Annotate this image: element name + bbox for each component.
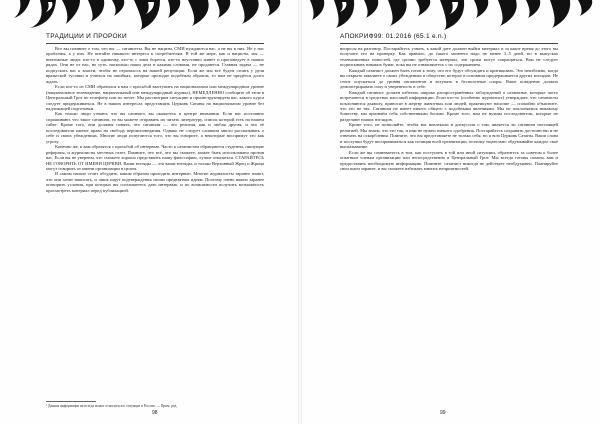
- body-text: [46, 46, 264, 193]
- running-head: АПОКРИФ99: 01.2016 (65.1 e.n.): [340, 33, 447, 40]
- paragraph: Как только люди узнают, что вы сатанист, вы окажетесь в центре внимания. Если вас постоянно спрашивают, что такое сатанизм, то вы можете отправить их читать литературу, список которой есть на нашем сайте. Кроме того, они должны понять, что сатанизм — это религия, как и любая другая, и что её последователи имеют право на свободу вероисповедания. Однако не следует слишком много рассказывать о себе и своих убеждениях. Многие люди испугаются того, что вы говорите, а некоторые воспримут это как угрозу.: [46, 111, 264, 144]
- paragraph: Если кто-то из СМИ обратился к вам с просьбой выступить на национальном или международном уровне (национальное телевидение, национальный или международный журнал), НЕМЕДЛЕННО сообщите об этом в Центральный Грот по телефону или по почте. Мы рассмотрим ситуацию и проинструктируем вас, какого курса следует придерживаться. Не в наших интересах представлять Церковь Сатаны на национальном уровне без надлежащей подготовки.: [46, 84, 264, 111]
- ornament-left-header: [0, 0, 300, 30]
- running-head: ТРАДИЦИИ И ПРОРОКИ: [46, 33, 127, 40]
- paragraph: Каждый сатанист должен быть готов к тому, что его будут обсуждать и критиковать. Это неизбежно, когда вы открыто заявляете о своих убеждениях в обществе, которое в основном придерживается других взглядов. Не стоит опускаться до уровня оппонентов и вступать в бесполезные споры. Ваше поведение должно демонстрировать силу и уверенность в себе.: [340, 67, 558, 90]
- header-rule: [46, 43, 264, 44]
- paragraph: Кроме того, не позволяйте, чтобы вас вовлекали в дискуссии о том, является ли сатанизм настоящей религией. Мы знаем, что это так, и нам не нужно ничьего одобрения. Постарайтесь сохранять достоинство и не отвечать на оскорбления. Помните, что вы представляете не только себя, но и всю Церковь Сатаны. Ваши слова и поступки будут восприниматься как позиция всей организации, поэтому тщательно обдумывайте каждое своё высказывание.: [340, 122, 558, 150]
- paragraph: Все вы помните о том, что вы — сатанисты. Вы не нацизм, СМИ нуждаются вас, а не вы в них. Не у нас проблемы, а у них. Не питайте никакого интереса к потребителям. В той же мере, как и нацисты, мы — ничтожные люди: кто-то в одиночку, кто-то с этим борется, кто-то неустанно живёт и проповедует в наших рядах. Они не от нас, но суть, насколько наши дела и какими словами, не продаются. Главная задача — не подпускать вас к власти, чтобы не отразилось на нашей репутации. Если же мы все будем стоять у руля вражеской тусовки и учиться на ошибках, которые проходят подобным образом, то нам не придётся долго ждать.: [46, 46, 264, 84]
- paragraph: вопросы на разговор. Постарайтесь узнать, к какой дате должен выйти материал и за какое время до этого вы получите его на проверку. Как правило, до такого момента надо не менее 3–5 дней, но в выпусках телевизионных новостей, где срочно требуется материал, эти сроки могут сокращаться. Вам не следует подписывать никаких бумаг, пока вы не ознакомитесь с их содержанием.: [340, 46, 558, 68]
- paragraph: Каждый сатанист должен избегать широко распространённых заблуждений о сатанизме, которые часто встречаются в средствах массовой информации. Если кто-то (особенно журналист) утверждает, что сатанисты поклоняются дьяволу, приносят в жертву животных или людей, практикуют насилие — спокойно объясните, что это не так. Сатанизм не имеет ничего общего с подобными явлениями. Мы не поклоняемся никакому божеству, мы признаём себя собственными богами. Кроме того, нам не нужны последователи, которые не разделяют наших взглядов.: [340, 89, 558, 122]
- page-number: 98: [152, 410, 158, 416]
- book-gutter: [298, 0, 302, 424]
- paragraph: Конечно же, к вам обратятся с просьбой об интервью. Часто к сатанистам обращаются студенты, пишущие рефераты, и журналисты местных газет. Помните, что всё, что вы скажете, может быть использовано против вас. Если вы не уверены, что сможете хорошо представить нашу философию, лучше отказаться. СТАРАЙТЕСЬ НЕ ГОВОРИТЬ ОТ ИМЕНИ ЦЕРКВИ. Ваши взгляды — это ваши взгляды, и только Верховный Жрец и Жрица могут говорить от имени организации в целом.: [46, 144, 264, 171]
- page-number: 99: [440, 410, 446, 416]
- right-page: [300, 0, 600, 424]
- footnote-rule: [46, 401, 96, 402]
- footnote: ¹ Данная информация не всегда может относиться к ситуации в России. — Прим. ред.: [46, 404, 178, 408]
- body-text: [340, 46, 558, 171]
- header-rule: [340, 43, 558, 44]
- paragraph: Если же вы сомневаетесь в том, как поступить в той или иной ситуации, обратитесь за советом к более опытным членам организации или непосредственно в Центральный Грот. Мы всегда готовы помочь вам и предоставить необходимую информацию. Помните: сатанист никогда не действует необдуманно. Планируйте свои шаги заранее, и вы сможете избежать многих неприятностей.: [340, 149, 558, 171]
- ornament-right-header: [300, 0, 600, 30]
- paragraph: В самом начале стоит обсудить, каким образом проходить интервью. Многие журналисты заранее знают, что они хотят написать, и лишь ищут подтверждения своим предвзятым идеям. Поэтому очень важно заранее оговорить условия, при которых вы соглашаетесь дать интервью, и по возможности получить возможность просмотреть материал перед публикацией.: [46, 171, 264, 193]
